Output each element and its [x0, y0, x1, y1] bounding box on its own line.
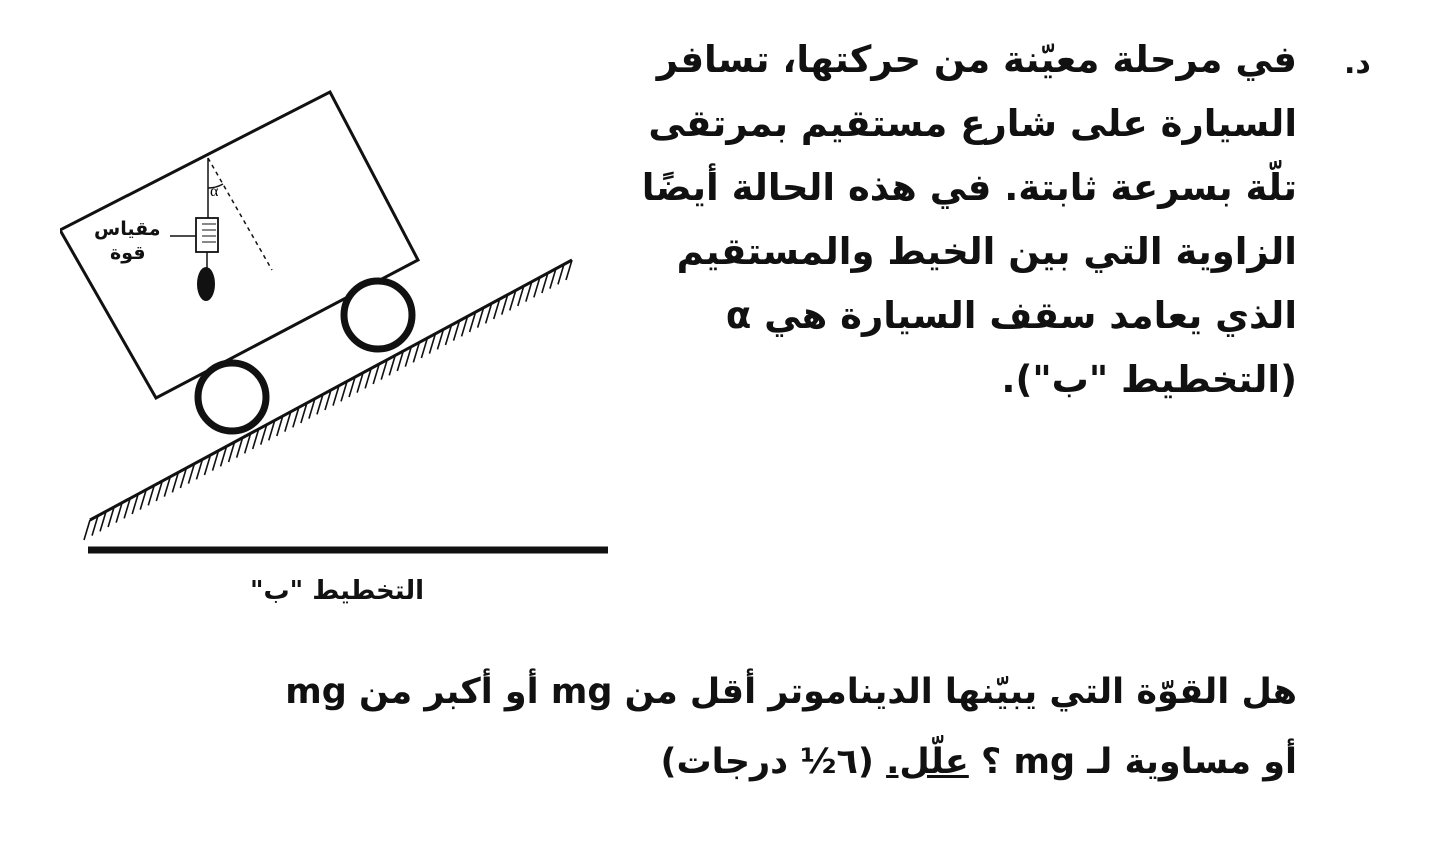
problem-line-2: السيارة على شارع مستقيم بمرتقى [648, 102, 1297, 145]
problem-text [577, 40, 1297, 424]
angle-symbol: α [210, 183, 219, 200]
item-marker: د. [1344, 46, 1371, 81]
rear-wheel [198, 363, 266, 431]
question-line-1: هل القوّة التي يبيّنها الديناموتر أقل من mg أو أكبر من mg [285, 672, 1297, 712]
problem-line-1: في مرحلة معيّنة من حركتها، تسافر [656, 38, 1297, 81]
problem-line-5: الذي يعامد سقف السيارة هي α [725, 294, 1297, 337]
diagram-b [60, 70, 630, 610]
problem-line-3: تلّة بسرعة ثابتة. في هذه الحالة أيضًا [641, 166, 1297, 209]
dynamometer [196, 218, 218, 252]
problem-line-6: (التخطيط "ب"). [1001, 358, 1297, 401]
points-note: (٦½ درجات) [660, 742, 887, 782]
dynamometer-label-1: مقياس [94, 218, 161, 240]
front-wheel [344, 281, 412, 349]
explain-instruction: علّل. [886, 742, 969, 782]
figure-caption: التخطيط "ب" [250, 576, 425, 606]
dynamometer-label-2: قوة [110, 242, 146, 264]
question-line-2 [177, 740, 1297, 784]
problem-line-4: الزاوية التي بين الخيط والمستقيم [676, 230, 1297, 273]
hatch-mark [84, 520, 90, 540]
hanging-mass [197, 267, 215, 301]
car-on-incline-diagram [60, 70, 630, 610]
question-line-2-start: أو مساوية لـ mg ؟ [968, 742, 1297, 782]
question-block [177, 670, 1297, 810]
